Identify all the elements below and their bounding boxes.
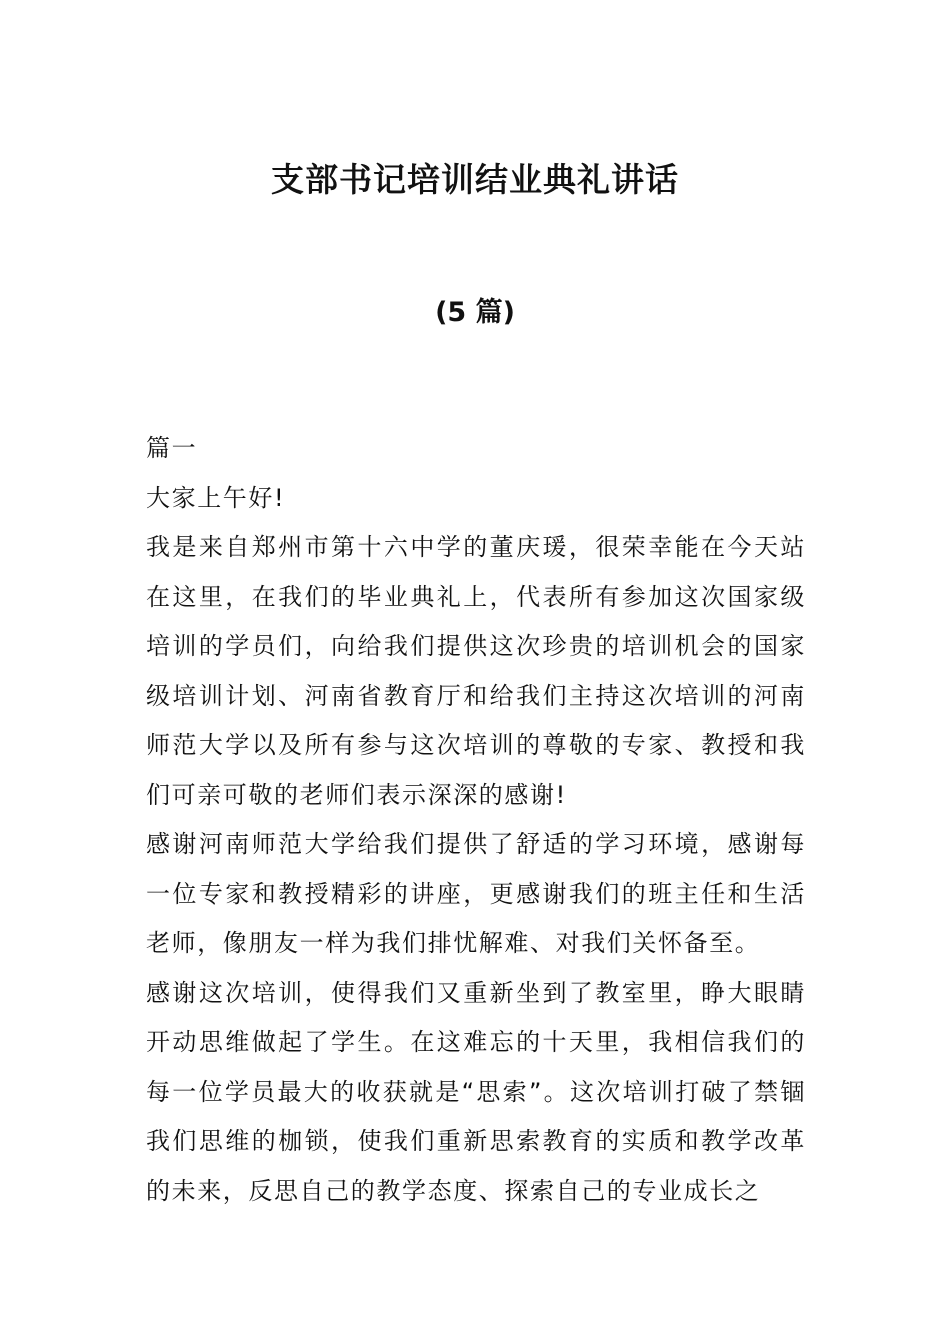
paragraph-thanks-training: 感谢这次培训，使得我们又重新坐到了教室里，睁大眼睛开动思维做起了学生。在这难忘的十天里，我相信我们的每一位学员最大的收获就是“思索”。这次培训打破了禁锢我们思维的枷锁，使我们重新思索教育的实质和教学改革的未来，反思自己的教学态度、探索自己的专业成长之 bbox=[146, 978, 806, 1205]
paragraph-greeting: 大家上午好! bbox=[146, 483, 286, 512]
document-subtitle: (5 篇) bbox=[435, 297, 515, 328]
paragraph-introduction: 我是来自郑州市第十六中学的董庆瑗，很荣幸能在今天站在这里，在我们的毕业典礼上，代表所有参加这次国家级培训的学员们，向给我们提供这次珍贵的培训机会的国家级培训计划、河南省教育厅和给我们主持这次培训的河南师范大学以及所有参与这次培训的尊敬的专家、教授和我们可亲可敬的老师们表示深深的感谢! bbox=[146, 533, 806, 809]
document-body bbox=[146, 424, 806, 1216]
paragraph-thanks-university: 感谢河南师范大学给我们提供了舒适的学习环境，感谢每一位专家和教授精彩的讲座，更感谢我们的班主任和生活老师，像朋友一样为我们排忧解难、对我们关怀备至。 bbox=[146, 830, 806, 957]
document-title: 支部书记培训结业典礼讲话 bbox=[271, 160, 679, 199]
section-heading: 篇一 bbox=[146, 434, 198, 462]
